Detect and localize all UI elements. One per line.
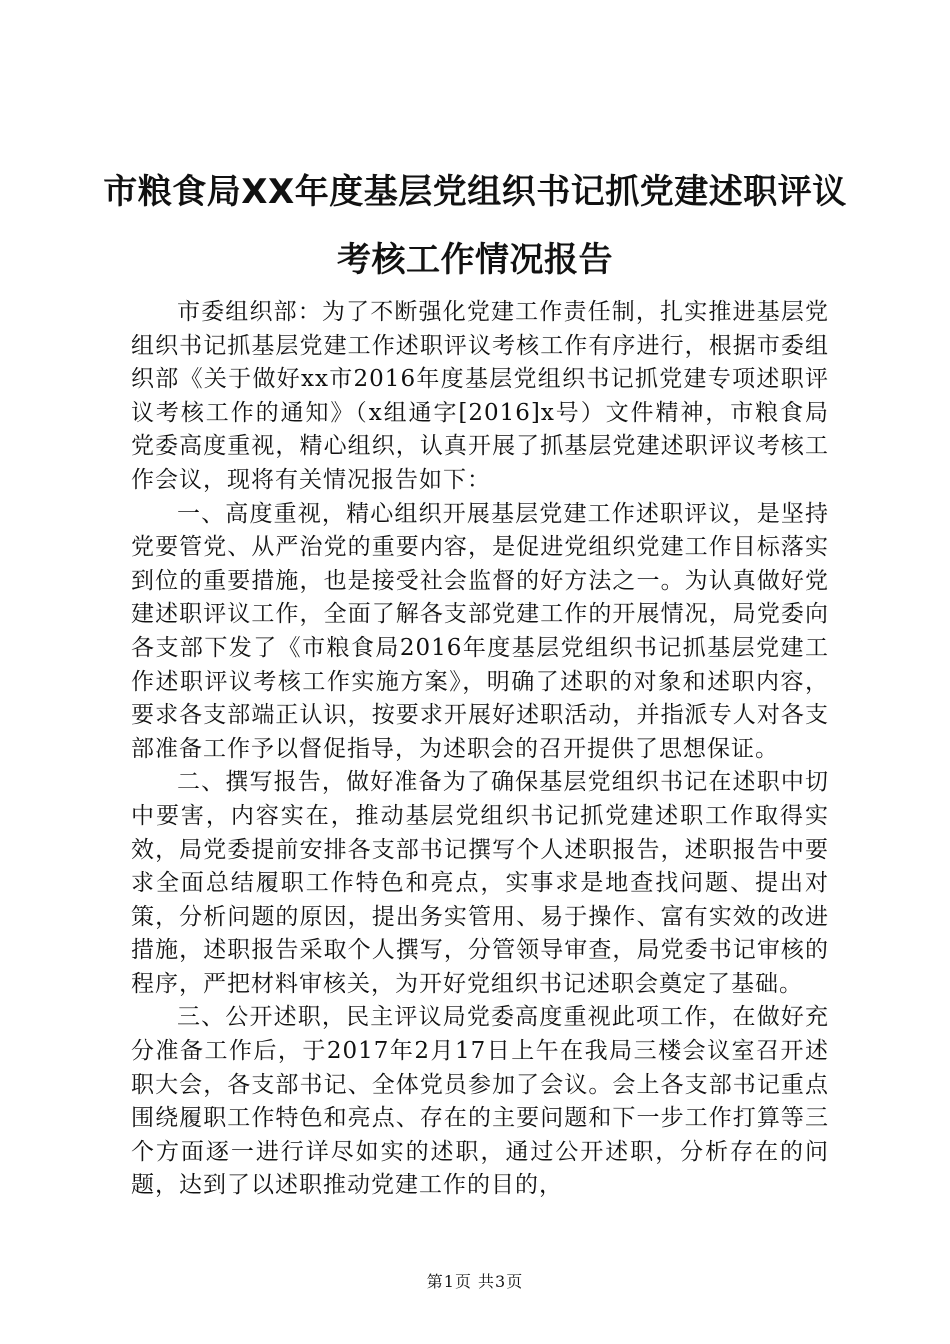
document-title: 市粮食局XX年度基层党组织书记抓党建述职评议考核工作情况报告 <box>103 172 847 280</box>
paragraph-section-1: 一、高度重视，精心组织开展基层党建工作述职评议，是坚持党要管党、从严治党的重要内容，是促进党组织党建工作目标落实到位的重要措施，也是接受社会监督的好方法之一。为认真做好党建述职评议工作，全面了解各支部党建工作的开展情况，局党委向各支部下发了《市粮食局2016年度基层党组织书记抓基层党建工作述职评议考核工作实施方案》，明确了述职的对象和述职内容，要求各支部端正认识，按要求开展好述职活动，并指派专人对各支部准备工作予以督促指导，为述职会的召开提供了思想保证。 <box>131 500 829 762</box>
document-body <box>131 296 829 1203</box>
paragraph-section-2: 二、撰写报告，做好准备为了确保基层党组织书记在述职中切中要害，内容实在，推动基层党组织书记抓党建述职工作取得实效，局党委提前安排各支部书记撰写个人述职报告，述职报告中要求全面总结履职工作特色和亮点，实事求是地查找问题、提出对策，分析问题的原因，提出务实管用、易于操作、富有实效的改进措施，述职报告采取个人撰写，分管领导审查，局党委书记审核的程序，严把材料审核关，为开好党组织书记述职会奠定了基础。 <box>131 769 829 997</box>
paragraph-intro: 市委组织部：为了不断强化党建工作责任制，扎实推进基层党组织书记抓基层党建工作述职评议考核工作有序进行，根据市委组织部《关于做好xx市2016年度基层党组织书记抓党建专项述职评议考核工作的通知》（x组通字[2016]x号）文件精神，市粮食局党委高度重视，精心组织，认真开展了抓基层党建述职评议考核工作会议，现将有关情况报告如下： <box>131 299 829 493</box>
paragraph-section-3: 三、公开述职，民主评议局党委高度重视此项工作，在做好充分准备工作后，于2017年2月17日上午在我局三楼会议室召开述职大会，各支部书记、全体党员参加了会议。会上各支部书记重点围绕履职工作特色和亮点、存在的主要问题和下一步工作打算等三个方面逐一进行详尽如实的述职，通过公开述职，分析存在的问题，达到了以述职推动党建工作的目的， <box>131 1004 829 1199</box>
page-number-footer: 第1页 共3页 <box>426 1272 524 1291</box>
